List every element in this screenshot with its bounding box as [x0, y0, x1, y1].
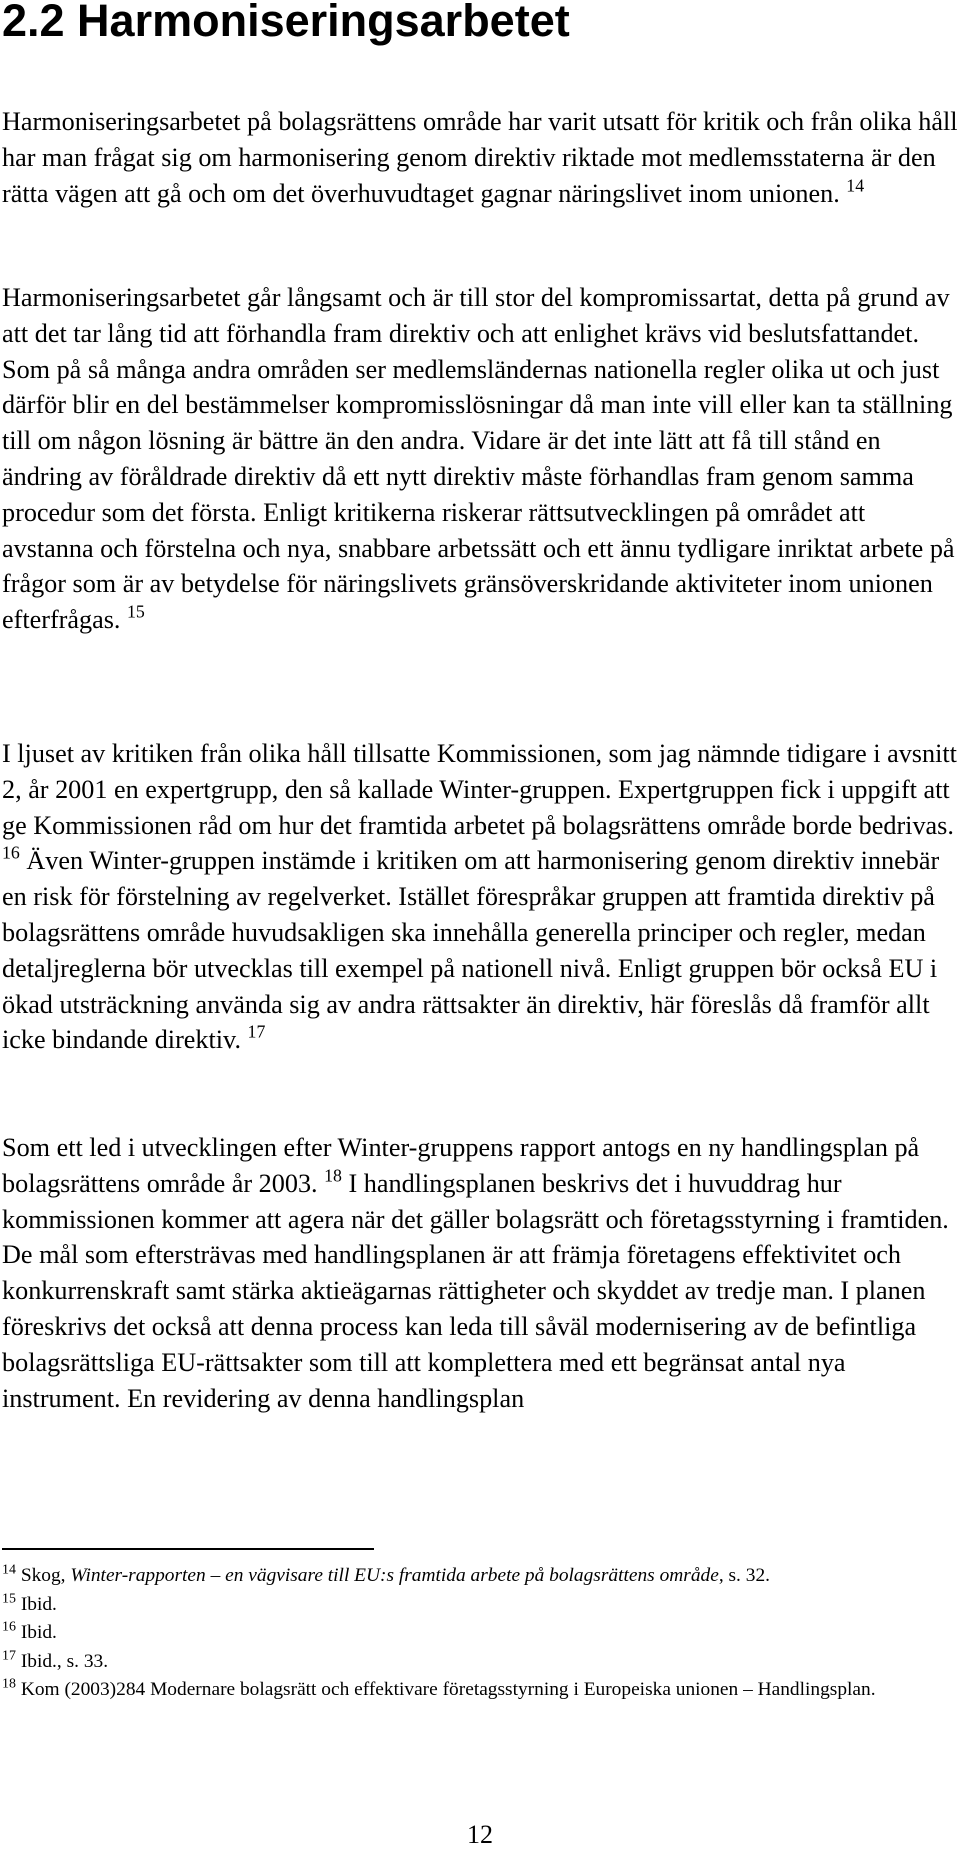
footnote-14 [2, 1562, 960, 1591]
page-number: 12 [467, 1820, 493, 1849]
footnote-ref-18: 18 [324, 1165, 342, 1186]
paragraph-4 [2, 1130, 960, 1416]
footnote-number: 14 [2, 1562, 16, 1578]
footnote-18 [2, 1676, 960, 1705]
paragraph-text: Harmoniseringsarbetet går långsamt och är till stor del kompromissartat, detta på grund av att det tar lång tid att förhandla fram direktiv och att enlighet krävs vid beslutsfattandet. Som på så många andra områden ser medlemsländernas nationella regler olika ut och just därför blir en del bestämmelser kompromisslösningar då man inte vill eller kan ta ställning till om någon lösning är bättre än den andra. Vidare är det inte lätt att få till stånd en ändring av föråldrade direktiv då ett nytt direktiv måste förhandlas fram genom samma procedur som det första. Enligt kritikerna riskerar rättsutvecklingen på området att avstanna och förstelna och nya, snabbare arbetssätt och ett ännu tydligare inriktat arbete på frågor som är av betydelse för näringslivets gränsöverskridande aktiviteter inom unionen efterfrågas. [2, 283, 955, 635]
footnote-number: 15 [2, 1590, 16, 1606]
footnote-title: Winter-rapporten – en vägvisare till EU:s framtida arbete på bolagsrättens område [70, 1565, 719, 1586]
footnote-text: Skog, [20, 1565, 71, 1586]
footnote-text: Kom (2003)284 Modernare bolagsrätt och effektivare företagsstyrning i Europeiska unionen – Handlingsplan. [20, 1679, 876, 1701]
footnote-number: 17 [2, 1648, 16, 1664]
footnote-divider [2, 1548, 374, 1550]
paragraph-3 [2, 736, 960, 1058]
footnote-text: Ibid., s. 33. [20, 1650, 109, 1672]
footnote-text: Ibid. [20, 1622, 57, 1644]
footnote-ref-17: 17 [247, 1021, 266, 1042]
footnotes [2, 1562, 960, 1705]
paragraph-text: I handlingsplanen beskrivs det i huvuddrag hur kommissionen kommer att agera när det gäller bolagsrätt och företagsstyrning i framtiden. De mål som eftersträvas med handlingsplanen är att främja företagens effektivitet och konkurrenskraft samt stärka aktieägarnas rättigheter och skyddet av tredje man. I planen föreskrivs det också att denna process kan leda till såväl modernisering av de befintliga bolagsrättsliga EU-rättsakter som till att komplettera med ett begränsat antal nya instrument. En revidering av denna handlingsplan [2, 1168, 949, 1413]
footnote-ref-16: 16 [2, 842, 20, 863]
paragraph-text: Harmoniseringsarbetet på bolagsrättens område har varit utsatt för kritik och från olika håll har man frågat sig om harmonisering genom direktiv riktade mot medlemsstaterna är den rätta vägen att gå och om det överhuvudtaget gagnar näringslivet inom unionen. [2, 107, 958, 208]
footnote-16 [2, 1619, 960, 1648]
paragraph-text: Även Winter-gruppen instämde i kritiken om att harmonisering genom direktiv innebär en risk för förstelning av regelverket. Istället förespråkar gruppen att framtida direktiv på bolagsrättens område huvudsakligen ska innehålla generella principer och regler, medan detaljreglerna bör utvecklas till exempel på nationell nivå. Enligt gruppen bör också EU i ökad utsträckning använda sig av andra rättsakter än direktiv, här föreslås då framför allt icke bindande direktiv. [2, 846, 940, 1055]
section-heading: 2.2 Harmoniseringsarbetet [2, 0, 570, 46]
footnote-text: , s. 32. [718, 1565, 770, 1586]
footnote-text: Ibid. [20, 1593, 57, 1615]
footnote-17 [2, 1648, 960, 1677]
footnote-ref-14: 14 [846, 174, 865, 195]
paragraph-1 [2, 104, 960, 211]
paragraph-2 [2, 280, 960, 638]
footnote-ref-15: 15 [127, 601, 145, 622]
footnote-number: 18 [2, 1676, 16, 1692]
footnote-number: 16 [2, 1619, 16, 1635]
footnote-15 [2, 1591, 960, 1620]
paragraph-text: I ljuset av kritiken från olika håll tillsatte Kommissionen, som jag nämnde tidigare i avsnitt 2, år 2001 en expertgrupp, den så kallade Winter-gruppen. Expertgruppen fick i uppgift att ge Kommissionen råd om hur det framtida arbetet på bolagsrättens område borde bedrivas. [2, 739, 957, 840]
paragraph-text: Som ett led i utvecklingen efter Winter-gruppens rapport antogs en ny handlingsplan på bolagsrättens område år 2003. [2, 1133, 920, 1198]
